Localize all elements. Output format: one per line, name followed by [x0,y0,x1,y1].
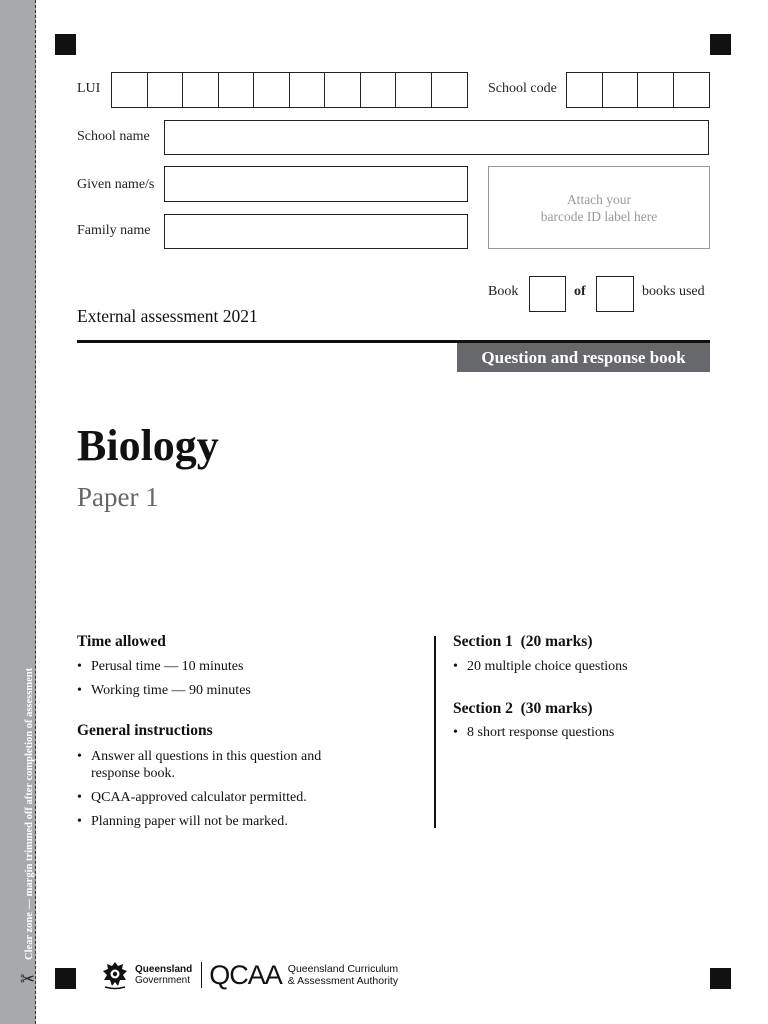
book-number-field[interactable] [529,276,566,312]
books-total-field[interactable] [596,276,634,312]
list-item: • Working time — 90 minutes [77,682,417,699]
character-box[interactable] [432,73,468,107]
character-box[interactable] [290,73,326,107]
footer-logos [99,958,398,992]
qcaa-logo: QCAA [209,959,282,990]
list-item: • 20 multiple choice questions [453,658,703,675]
barcode-label-area [488,166,710,249]
character-box[interactable] [567,73,603,107]
book-type-banner: Question and response book [457,343,710,372]
family-name-label: Family name [77,223,151,238]
registration-mark-bottom-right [710,968,731,989]
queensland-crest-icon [99,959,131,991]
character-box[interactable] [361,73,397,107]
character-box[interactable] [396,73,432,107]
list-item: • 8 short response questions [453,724,703,741]
character-box[interactable] [112,73,148,107]
scissors-icon: ✂ [20,969,36,989]
section-2-list [453,724,703,748]
list-item: • Planning paper will not be marked. [77,813,352,830]
queensland-government-wordmark [135,964,192,986]
barcode-line-1: Attach your [566,191,632,207]
registration-mark-top-right [710,34,731,55]
of-label: of [574,284,586,299]
clear-zone-text: Clear zone — margin trimmed off after completion of assessment [24,667,35,960]
character-box[interactable] [254,73,290,107]
given-names-field[interactable] [164,166,468,202]
section-1-heading: Section 1 (20 marks) [453,633,593,650]
school-name-label: School name [77,129,150,144]
time-allowed-list [77,658,417,706]
school-name-field[interactable] [164,120,709,155]
character-box[interactable] [325,73,361,107]
list-item: • Perusal time — 10 minutes [77,658,417,675]
books-used-label: books used [642,284,705,299]
character-box[interactable] [674,73,710,107]
book-label: Book [488,284,519,299]
lui-input-boxes[interactable] [111,72,468,108]
character-box[interactable] [219,73,255,107]
column-divider [434,636,436,828]
time-allowed-heading: Time allowed [77,633,166,650]
qcaa-wordmark [288,963,398,987]
registration-mark-top-left [55,34,76,55]
given-names-label: Given name/s [77,177,155,192]
character-box[interactable] [638,73,674,107]
assessment-year: External assessment 2021 [77,306,258,326]
school-code-input-boxes[interactable] [566,72,710,108]
registration-mark-bottom-left [55,968,76,989]
list-item: • QCAA-approved calculator permitted. [77,789,352,806]
character-box[interactable] [183,73,219,107]
paper-title: Paper 1 [77,482,159,512]
family-name-field[interactable] [164,214,468,249]
section-2-heading: Section 2 (30 marks) [453,700,593,717]
qg-line-2: Government [135,975,191,986]
trim-line [35,0,36,1024]
character-box[interactable] [148,73,184,107]
subject-title: Biology [77,421,219,470]
qcaa-line-1: Queensland Curriculum [287,963,399,975]
section-1-list [453,658,703,682]
general-instructions-heading: General instructions [77,722,213,739]
school-code-label: School code [488,81,557,96]
lui-label: LUI [77,81,101,96]
footer-separator [201,962,202,988]
barcode-line-2: barcode ID label here [540,208,658,224]
list-item: • Answer all questions in this question and response book. [77,748,352,782]
qg-line-1: Queensland [135,964,193,975]
general-instructions-list [77,748,352,837]
character-box[interactable] [603,73,639,107]
qcaa-line-2: & Assessment Authority [287,975,399,987]
